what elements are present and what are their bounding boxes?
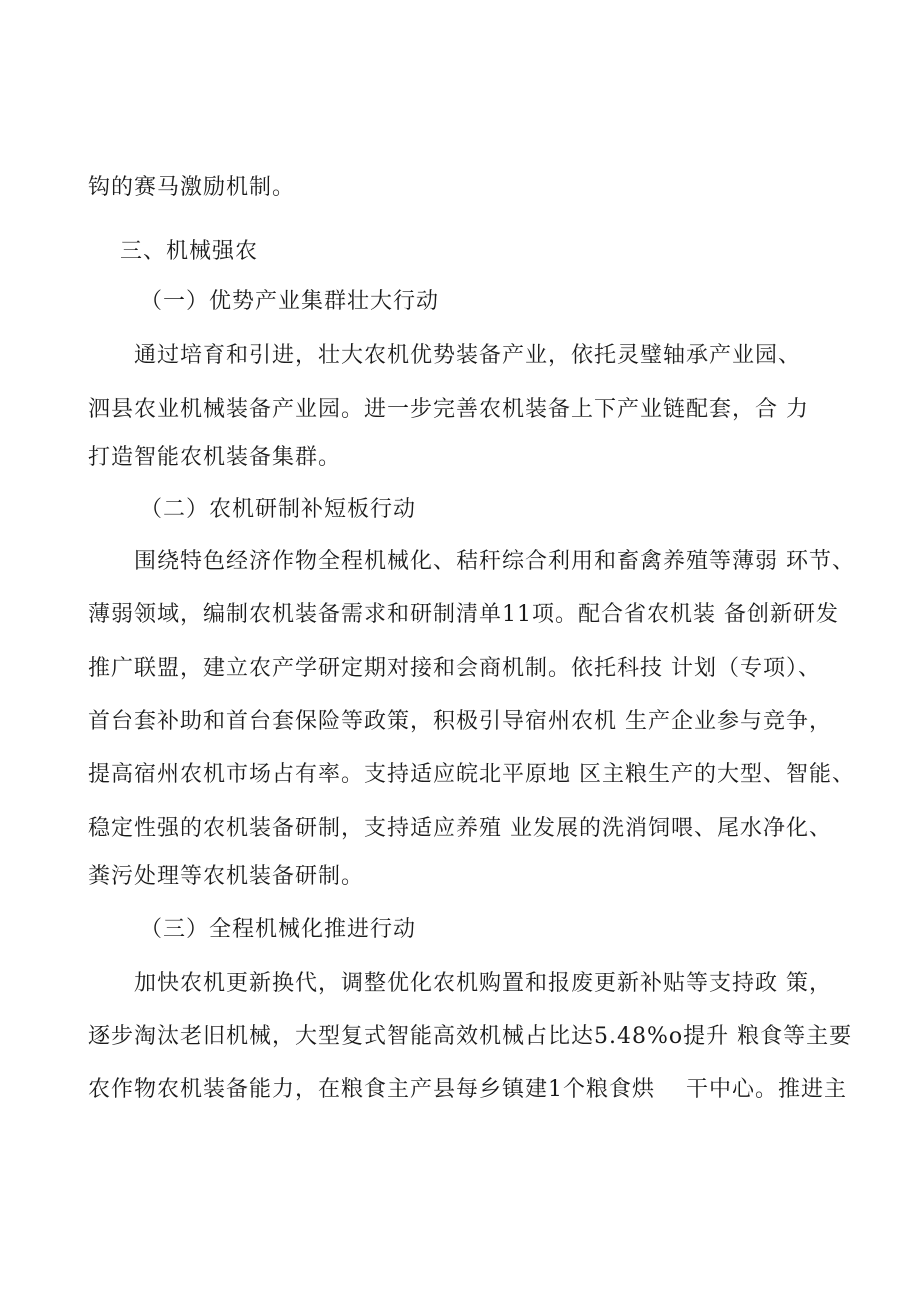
section-heading: 三、机械强农 [120,239,259,264]
paragraph-2-line-4: 首台套补助和首台套保险等政策，积极引导宿州农机 生产企业参与竞争， [88,709,832,734]
paragraph-3-line-3-tail: 干中心。推进主 [686,1077,848,1102]
paragraph-2-line-6: 稳定性强的农机装备研制，支持适应养殖 业发展的洗消饲喂、尾水净化、 [88,816,832,841]
subsection-heading-2: （二）农机研制补短板行动 [140,497,417,522]
paragraph-continuation: 钩的赛马激励机制。 [88,175,296,200]
paragraph-2-line-2: 薄弱领域，编制农机装备需求和研制清单11项。配合省农机装 备创新研发 [88,602,839,627]
paragraph-2-line-3: 推广联盟，建立农产学研定期对接和会商机制。依托科技 计划（专项）、 [88,656,821,681]
subsection-heading-1: （一）优势产业集群壮大行动 [140,289,440,314]
paragraph-1-line-2: 泗县农业机械装备产业园。进一步完善农机装备上下产业链配套，合 力 [88,397,809,422]
paragraph-2-line-1: 围绕特色经济作物全程机械化、秸秆综合利用和畜禽养殖等薄弱 环节、 [134,549,855,574]
paragraph-3-line-1: 加快农机更新换代，调整优化农机购置和报废更新补贴等支持政 策， [134,971,832,996]
paragraph-3-line-2: 逐步淘汰老旧机械，大型复式智能高效机械占比达5.48%o提升 粮食等主要 [88,1024,853,1049]
subsection-heading-3: （三）全程机械化推进行动 [140,917,417,942]
paragraph-2-line-7: 粪污处理等农机装备研制。 [88,864,365,889]
paragraph-3-line-3: 农作物农机装备能力，在粮食主产县每乡镇建1个粮食烘 [88,1077,655,1102]
paragraph-1-line-3: 打造智能农机装备集群。 [88,445,342,470]
paragraph-1-line-1: 通过培育和引进，壮大农机优势装备产业，依托灵璧轴承产业园、 [134,343,802,368]
paragraph-2-line-5: 提高宿州农机市场占有率。支持适应皖北平原地 区主粮生产的大型、智能、 [88,762,855,787]
